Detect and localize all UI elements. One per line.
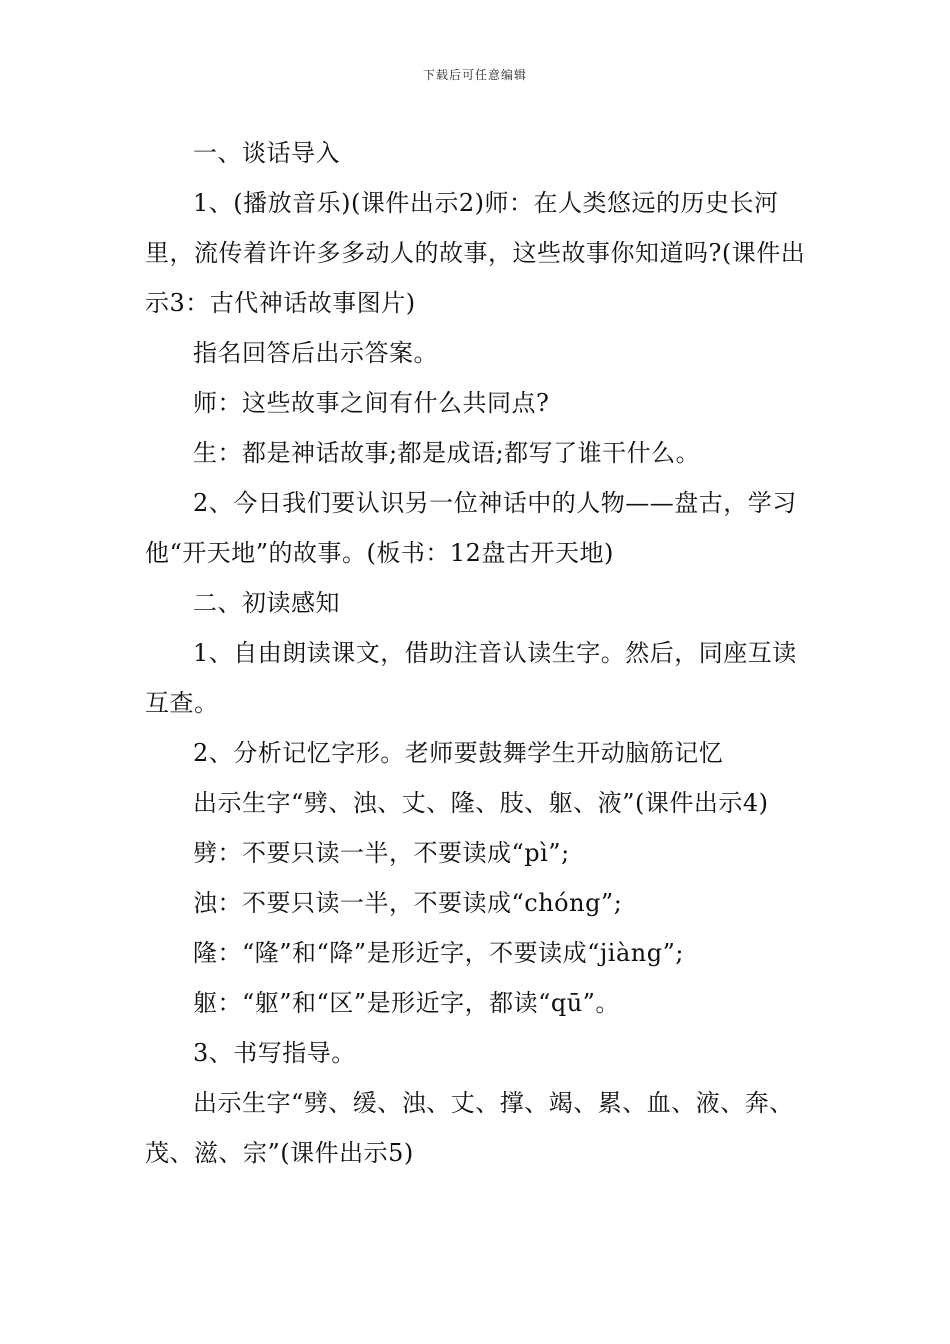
section-heading-reading: 二、初读感知 [193,589,340,617]
paragraph: 师：这些故事之间有什么共同点? [193,389,550,417]
paragraph: 指名回答后出示答案。 [193,339,438,367]
paragraph: 躯：“躯”和“区”是形近字，都读“qū”。 [193,989,620,1017]
section-heading-intro: 一、谈话导入 [193,139,340,167]
paragraph: 生：都是神话故事;都是成语;都写了谁干什么。 [193,439,701,467]
paragraph: 2、分析记忆字形。老师要鼓舞学生开动脑筋记忆 [193,739,724,767]
paragraph: 1、(播放音乐)(课件出示2)师：在人类悠远的历史长河里，流传着许许多多动人的故事，这些故事你知道吗?(课件出示3：古代神话故事图片) [145,189,806,317]
paragraph: 劈：不要只读一半，不要读成“pì”; [193,839,570,867]
paragraph: 1、自由朗读课文，借助注音认读生字。然后，同座互读互查。 [145,639,797,717]
paragraph: 2、今日我们要认识另一位神话中的人物——盘古，学习他“开天地”的故事。(板书：12盘古开天地) [145,489,797,567]
paragraph: 出示生字“劈、浊、丈、隆、肢、躯、液”(课件出示4) [193,789,769,817]
paragraph: 出示生字“劈、缓、浊、丈、撑、竭、累、血、液、奔、茂、滋、宗”(课件出示5) [145,1089,794,1167]
page-header-note: 下载后可任意编辑 [422,68,527,82]
paragraph: 3、书写指导。 [193,1039,356,1067]
document-body [145,128,810,1178]
paragraph: 浊：不要只读一半，不要读成“chóng”; [193,889,623,917]
paragraph: 隆：“隆”和“降”是形近字，不要读成“jiàng”; [193,939,684,967]
